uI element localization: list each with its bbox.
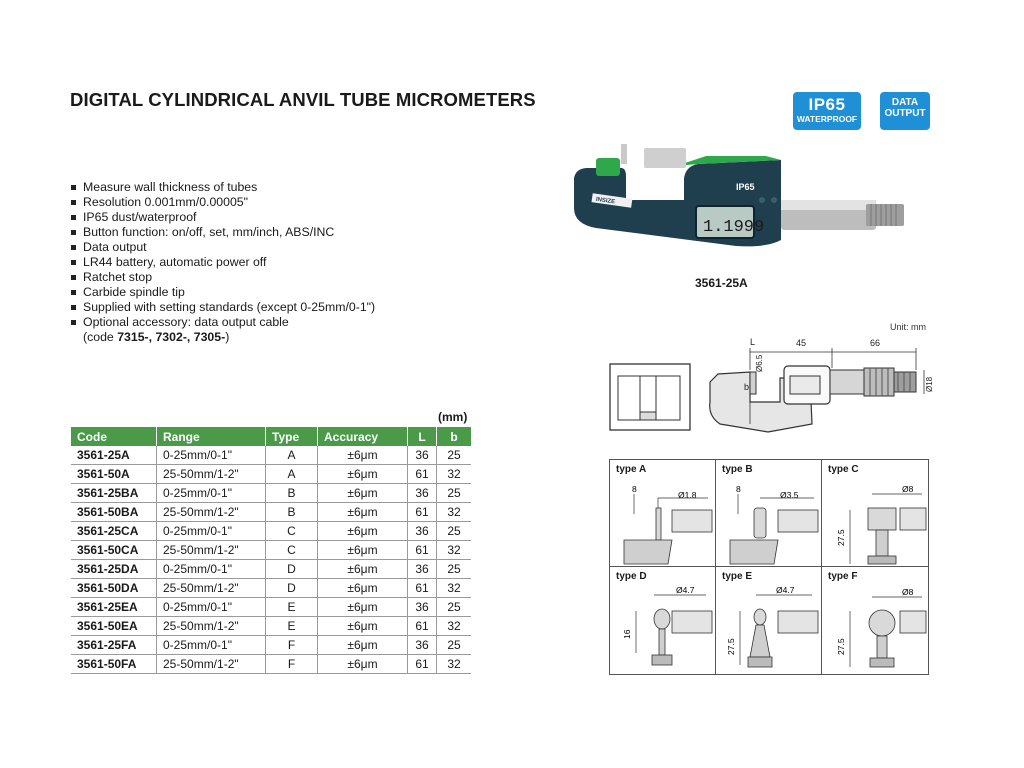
cell-l: 61	[408, 541, 437, 560]
type-e-label: type E	[722, 571, 753, 582]
feature-item: Data output	[70, 240, 375, 255]
type-c-dim-2: 27.5	[836, 529, 846, 546]
ip65-badge-main: IP65	[808, 95, 846, 114]
cell-range: 25-50mm/1-2"	[157, 541, 266, 560]
cell-b: 25	[437, 484, 472, 503]
cell-b: 25	[437, 522, 472, 541]
cell-type: E	[266, 617, 318, 636]
cell-accuracy: ±6μm	[318, 598, 408, 617]
product-ip-label: IP65	[736, 182, 755, 192]
accessory-codes-prefix: (code	[83, 330, 118, 344]
cell-type: A	[266, 446, 318, 465]
table-row	[71, 446, 471, 465]
cell-code: 3561-50EA	[71, 617, 157, 636]
type-f-dim-2: 27.5	[836, 638, 846, 655]
cell-type: B	[266, 503, 318, 522]
accessory-codes-suffix: )	[225, 330, 230, 344]
cell-l: 36	[408, 446, 437, 465]
type-a-cell	[610, 460, 716, 567]
cell-type: B	[266, 484, 318, 503]
cell-code: 3561-50A	[71, 465, 157, 484]
anvil-type-grid	[609, 459, 929, 675]
cell-accuracy: ±6μm	[318, 541, 408, 560]
type-e-dim-1: Ø4.7	[776, 585, 795, 595]
cell-code: 3561-50FA	[71, 655, 157, 674]
cell-accuracy: ±6μm	[318, 522, 408, 541]
cell-type: F	[266, 636, 318, 655]
cell-type: C	[266, 541, 318, 560]
table-header-row	[71, 427, 471, 446]
type-a-dim-2: Ø1.8	[678, 490, 697, 500]
table-row	[71, 617, 471, 636]
cell-accuracy: ±6μm	[318, 503, 408, 522]
dim-label-18: Ø18	[925, 376, 934, 392]
cell-b: 32	[437, 655, 472, 674]
anvil-shape	[621, 144, 627, 164]
ip65-badge-sub: WATERPROOF	[796, 113, 858, 124]
cell-accuracy: ±6μm	[318, 484, 408, 503]
cell-type: F	[266, 655, 318, 674]
cell-range: 25-50mm/1-2"	[157, 655, 266, 674]
type-f-label: type F	[828, 571, 858, 582]
cell-b: 32	[437, 579, 472, 598]
cell-code: 3561-25EA	[71, 598, 157, 617]
cell-type: D	[266, 579, 318, 598]
type-c-dim-1: Ø8	[902, 484, 914, 494]
cell-l: 36	[408, 636, 437, 655]
accessory-codes-line	[70, 330, 375, 345]
cell-code: 3561-25FA	[71, 636, 157, 655]
table-row	[71, 522, 471, 541]
data-output-badge-line1: DATA	[891, 97, 919, 108]
cell-range: 0-25mm/0-1"	[157, 522, 266, 541]
dim-label-45: 45	[796, 338, 807, 348]
feature-item: Resolution 0.001mm/0.00005"	[70, 195, 375, 210]
cell-l: 36	[408, 598, 437, 617]
cell-code: 3561-25DA	[71, 560, 157, 579]
type-d-cell	[610, 567, 716, 674]
type-a-dim-1: 8	[632, 484, 637, 494]
lcd-reading: 1.1999	[703, 218, 765, 237]
dim-label-6-5: Ø6.5	[755, 354, 764, 372]
cell-l: 61	[408, 617, 437, 636]
cell-range: 0-25mm/0-1"	[157, 636, 266, 655]
header-b: b	[437, 427, 472, 446]
type-f-dim-1: Ø8	[902, 587, 914, 597]
cell-b: 32	[437, 503, 472, 522]
cell-type: D	[266, 560, 318, 579]
page-title: DIGITAL CYLINDRICAL ANVIL TUBE MICROMETERS	[70, 89, 536, 110]
type-c-label: type C	[828, 464, 859, 475]
type-b-cell	[716, 460, 822, 567]
cell-l: 61	[408, 503, 437, 522]
ip65-waterproof-badge	[793, 92, 861, 130]
cell-accuracy: ±6μm	[318, 446, 408, 465]
cell-accuracy: ±6μm	[318, 655, 408, 674]
type-e-cell	[716, 567, 822, 674]
table-row	[71, 560, 471, 579]
feature-item: Supplied with setting standards (except 0-25mm/0-1")	[70, 300, 375, 315]
brand-label: INSIZE	[595, 196, 616, 206]
table-unit-label: (mm)	[438, 410, 468, 424]
type-b-dim-1: 8	[736, 484, 741, 494]
cell-code: 3561-50DA	[71, 579, 157, 598]
type-b-label: type B	[722, 464, 753, 475]
cell-range: 0-25mm/0-1"	[157, 446, 266, 465]
cell-range: 25-50mm/1-2"	[157, 579, 266, 598]
header-code: Code	[71, 427, 157, 446]
table-row	[71, 503, 471, 522]
type-c-cell	[822, 460, 928, 567]
cell-accuracy: ±6μm	[318, 465, 408, 484]
product-model-label: 3561-25A	[695, 276, 748, 290]
cell-range: 25-50mm/1-2"	[157, 465, 266, 484]
cell-b: 32	[437, 465, 472, 484]
cell-type: E	[266, 598, 318, 617]
cell-l: 61	[408, 655, 437, 674]
dim-label-L: L	[750, 337, 756, 347]
cell-range: 0-25mm/0-1"	[157, 484, 266, 503]
cell-b: 32	[437, 617, 472, 636]
type-d-label: type D	[616, 571, 647, 582]
type-f-cell	[822, 567, 928, 674]
cell-range: 0-25mm/0-1"	[157, 598, 266, 617]
cell-accuracy: ±6μm	[318, 579, 408, 598]
feature-list	[70, 180, 375, 345]
type-d-dim-1: Ø4.7	[676, 585, 695, 595]
cell-code: 3561-50CA	[71, 541, 157, 560]
cell-l: 36	[408, 484, 437, 503]
table-row	[71, 655, 471, 674]
ratchet-shape	[866, 204, 904, 226]
cell-type: A	[266, 465, 318, 484]
data-output-badge-line2: OUTPUT	[884, 107, 926, 119]
type-e-dim-2: 27.5	[726, 638, 736, 655]
feature-item: IP65 dust/waterproof	[70, 210, 375, 225]
table-row	[71, 465, 471, 484]
header-accuracy: Accuracy	[318, 427, 408, 446]
header-type: Type	[266, 427, 318, 446]
table-row	[71, 636, 471, 655]
dim-label-66: 66	[870, 338, 881, 348]
cell-b: 25	[437, 636, 472, 655]
cell-code: 3561-50BA	[71, 503, 157, 522]
feature-item: Optional accessory: data output cable	[70, 315, 375, 330]
table-row	[71, 541, 471, 560]
table-row	[71, 598, 471, 617]
feature-item: Ratchet stop	[70, 270, 375, 285]
micrometer-product-image	[566, 138, 916, 270]
feature-item: Carbide spindle tip	[70, 285, 375, 300]
cell-accuracy: ±6μm	[318, 617, 408, 636]
spindle-shape	[644, 148, 686, 168]
feature-item: Button function: on/off, set, mm/inch, ABS/INC	[70, 225, 375, 240]
cell-b: 25	[437, 446, 472, 465]
table-row	[71, 579, 471, 598]
feature-item: Measure wall thickness of tubes	[70, 180, 375, 195]
table-row	[71, 484, 471, 503]
cell-range: 25-50mm/1-2"	[157, 503, 266, 522]
type-d-dim-2: 16	[622, 629, 632, 639]
cell-range: 25-50mm/1-2"	[157, 617, 266, 636]
unit-label: Unit: mm	[890, 322, 926, 332]
type-a-label: type A	[616, 464, 647, 475]
header-range: Range	[157, 427, 266, 446]
cell-l: 61	[408, 579, 437, 598]
feature-item: LR44 battery, automatic power off	[70, 255, 375, 270]
cell-type: C	[266, 522, 318, 541]
cell-l: 36	[408, 560, 437, 579]
type-b-dim-2: Ø3.5	[780, 490, 799, 500]
dim-label-b: b	[744, 382, 750, 392]
cell-code: 3561-25BA	[71, 484, 157, 503]
spec-table	[71, 427, 471, 674]
cell-l: 61	[408, 465, 437, 484]
cell-b: 32	[437, 541, 472, 560]
data-output-badge	[880, 92, 930, 130]
cell-code: 3561-25A	[71, 446, 157, 465]
cell-accuracy: ±6μm	[318, 636, 408, 655]
cell-b: 25	[437, 560, 472, 579]
dimension-drawing	[600, 332, 936, 436]
cell-l: 36	[408, 522, 437, 541]
header-l: L	[408, 427, 437, 446]
cell-range: 0-25mm/0-1"	[157, 560, 266, 579]
cell-accuracy: ±6μm	[318, 560, 408, 579]
accessory-codes: 7315-, 7302-, 7305-	[117, 330, 226, 344]
cell-code: 3561-25CA	[71, 522, 157, 541]
cell-b: 25	[437, 598, 472, 617]
